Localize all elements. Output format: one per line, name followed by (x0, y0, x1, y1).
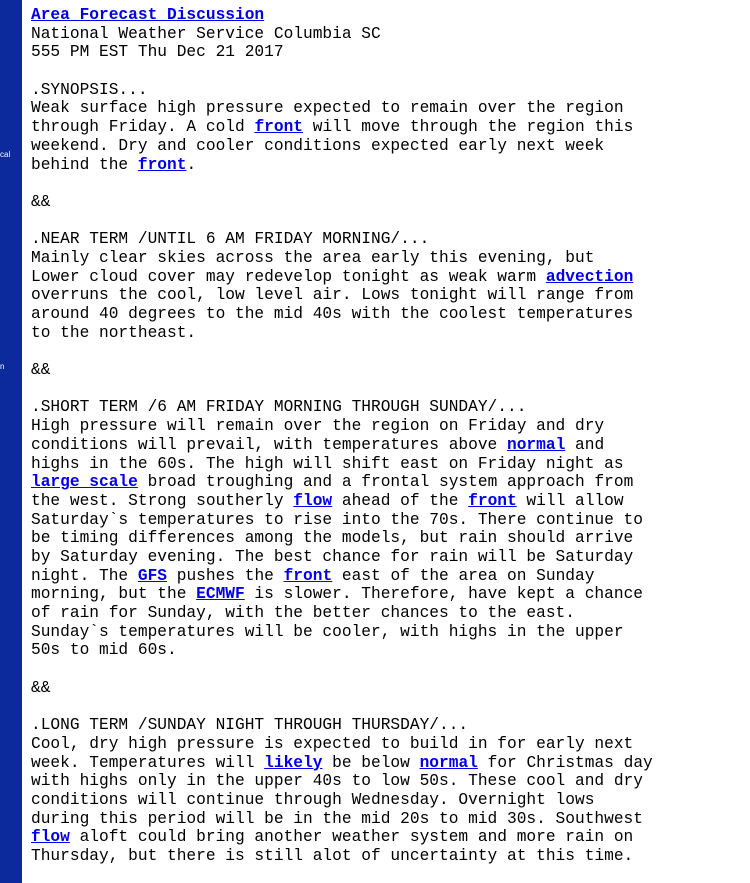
text-segment: conditions will prevail, with temperatures above (31, 435, 507, 454)
text-segment: for Christmas day (477, 753, 653, 772)
glossary-link-front[interactable]: front (468, 491, 517, 510)
text-line (31, 772, 743, 791)
text-line (31, 604, 743, 623)
text-segment: the west. Strong southerly (31, 491, 294, 510)
text-segment: && (31, 192, 51, 211)
text-segment: week. Temperatures will (31, 753, 265, 772)
text-segment: through Friday. A cold (31, 118, 255, 137)
glossary-link-front[interactable]: front (283, 566, 333, 585)
text-line (31, 156, 743, 175)
sidebar-text-fragment: n (0, 362, 5, 371)
text-segment: .LONG TERM /SUNDAY NIGHT THROUGH THURSDAY/... (31, 716, 469, 735)
text-segment: 555 PM EST Thu Dec 21 2017 (31, 43, 284, 62)
text-line (31, 567, 743, 586)
text-segment: Mainly clear skies across the area early this evening, but (31, 248, 595, 267)
text-line (31, 623, 743, 642)
left-sidebar-strip (0, 0, 22, 883)
text-segment: .NEAR TERM /UNTIL 6 AM FRIDAY MORNING/... (31, 230, 430, 249)
text-segment: .SHORT TERM /6 AM FRIDAY MORNING THROUGH SUNDAY/... (31, 398, 527, 417)
text-line (31, 230, 743, 249)
sidebar-text-fragment: cal (0, 150, 11, 159)
glossary-link-front[interactable]: front (254, 118, 304, 137)
glossary-link-flow[interactable]: flow (293, 491, 333, 510)
text-segment: during this period will be in the mid 20s to mid 30s. Southwest (31, 809, 643, 828)
text-segment: and (565, 435, 605, 454)
glossary-link-flow[interactable]: flow (31, 828, 70, 847)
text-segment: . (186, 155, 197, 174)
text-line (31, 529, 743, 548)
text-line (31, 847, 743, 866)
text-line (31, 25, 743, 44)
text-segment: will allow (516, 491, 624, 510)
text-line (31, 455, 743, 474)
text-line (31, 212, 743, 231)
text-line (31, 660, 743, 679)
glossary-link-advection[interactable]: advection (545, 267, 634, 286)
glossary-link-normal[interactable]: normal (507, 435, 566, 454)
text-segment: overruns the cool, low level air. Lows tonight will range from (31, 286, 634, 305)
text-line (31, 118, 743, 137)
text-segment: to the northeast. (31, 323, 197, 342)
text-segment: will move through the region this (303, 118, 634, 137)
text-line (31, 641, 743, 660)
text-segment: broad troughing and a frontal system approach from (137, 473, 634, 492)
text-line (31, 286, 743, 305)
text-segment: && (31, 361, 51, 380)
text-line (31, 43, 743, 62)
text-line (31, 81, 743, 100)
glossary-link-normal[interactable]: normal (419, 753, 478, 772)
text-segment: night. The (31, 566, 138, 585)
text-segment: is slower. Therefore, have kept a chance (244, 585, 643, 604)
text-segment: ahead of the (332, 491, 469, 510)
text-line (31, 6, 743, 25)
text-segment: east of the area on Sunday (332, 566, 595, 585)
forecast-discussion-text (31, 6, 743, 866)
text-line (31, 810, 743, 829)
text-line (31, 436, 743, 455)
text-line (31, 697, 743, 716)
text-line (31, 735, 743, 754)
text-line (31, 679, 743, 698)
glossary-link-ecmwf[interactable]: ECMWF (196, 585, 245, 604)
text-segment: weekend. Dry and cooler conditions expected early next week (31, 136, 605, 155)
text-segment: around 40 degrees to the mid 40s with the coolest temperatures (31, 305, 634, 323)
text-segment: National Weather Service Columbia SC (31, 24, 381, 43)
text-line (31, 492, 743, 511)
text-line (31, 342, 743, 361)
text-segment: && (31, 678, 51, 697)
text-segment: by Saturday evening. The best chance for rain will be Saturday (31, 547, 634, 566)
text-line (31, 305, 743, 324)
text-segment: with highs only in the upper 40s to low 50s. These cool and dry (31, 772, 643, 791)
text-segment: pushes the (167, 566, 284, 585)
text-segment: Lower cloud cover may redevelop tonight as weak warm (31, 267, 546, 286)
title-link[interactable]: Area Forecast Discussion (31, 6, 265, 24)
glossary-link-likely[interactable]: likely (264, 753, 323, 772)
text-segment: be timing differences among the models, but rain should arrive (31, 529, 634, 548)
glossary-link-front[interactable]: front (137, 155, 187, 174)
text-segment: 50s to mid 60s. (31, 641, 177, 660)
text-line (31, 417, 743, 436)
text-line (31, 137, 743, 156)
text-line (31, 193, 743, 212)
text-line (31, 268, 743, 287)
glossary-link-gfs[interactable]: GFS (137, 566, 168, 585)
text-segment: Sunday`s temperatures will be cooler, with highs in the upper (31, 622, 624, 641)
text-line (31, 62, 743, 81)
text-line (31, 324, 743, 343)
text-segment: highs in the 60s. The high will shift east on Friday night as (31, 454, 624, 473)
text-segment: High pressure will remain over the region on Friday and dry (31, 417, 605, 436)
text-line (31, 361, 743, 380)
text-line (31, 511, 743, 530)
text-segment: Weak surface high pressure expected to remain over the region (31, 99, 624, 118)
text-line (31, 716, 743, 735)
text-line (31, 548, 743, 567)
text-line (31, 754, 743, 773)
text-line (31, 380, 743, 399)
text-segment: be below (322, 753, 420, 772)
text-segment: behind the (31, 155, 138, 174)
text-line (31, 398, 743, 417)
glossary-link-large-scale[interactable]: large scale (31, 473, 138, 492)
text-segment: Saturday`s temperatures to rise into the 70s. There continue to (31, 510, 643, 529)
text-line (31, 249, 743, 268)
text-line (31, 791, 743, 810)
text-line (31, 473, 743, 492)
text-segment: .SYNOPSIS... (31, 80, 148, 99)
text-segment: of rain for Sunday, with the better chances to the east. (31, 604, 575, 622)
text-line (31, 828, 743, 847)
text-segment: aloft could bring another weather system and more rain on (69, 828, 634, 847)
text-line (31, 99, 743, 118)
text-line (31, 174, 743, 193)
text-segment: Cool, dry high pressure is expected to build in for early next (31, 734, 634, 753)
text-segment: Thursday, but there is still alot of uncertainty at this time. (31, 846, 634, 865)
text-segment: conditions will continue through Wednesday. Overnight lows (31, 790, 595, 809)
text-line (31, 585, 743, 604)
text-segment: morning, but the (31, 585, 197, 604)
